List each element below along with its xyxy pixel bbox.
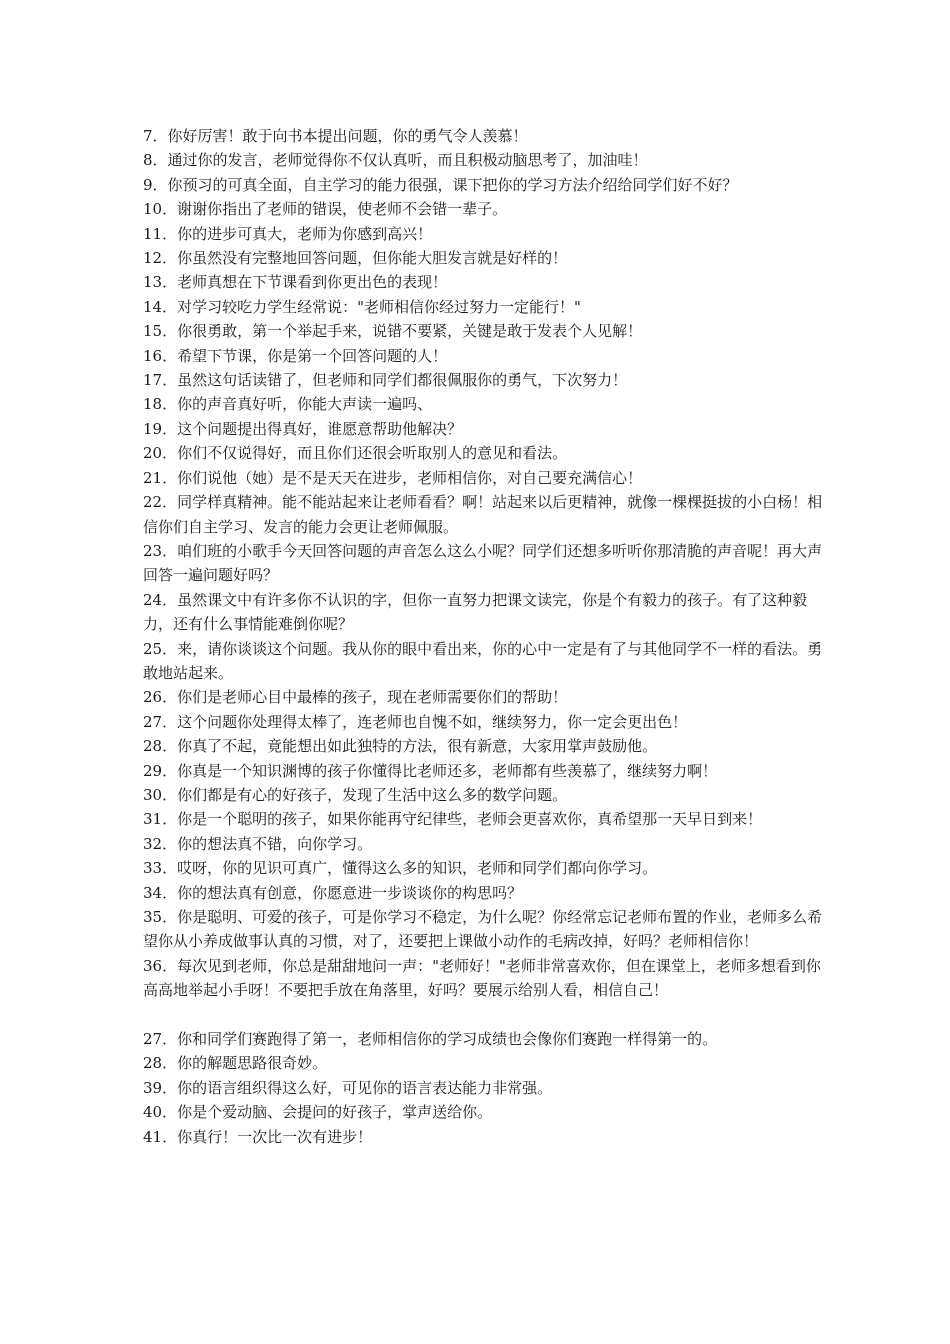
list-item: 27．你和同学们赛跑得了第一，老师相信你的学习成绩也会像你们赛跑一样得第一的。 — [143, 1030, 718, 1049]
list-item: 11．你的进步可真大，老师为你感到高兴！ — [143, 224, 433, 243]
list-item: 14．对学习较吃力学生经常说："老师相信你经过努力一定能行！" — [143, 297, 581, 316]
list-item: 31．你是一个聪明的孩子，如果你能再守纪律些，老师会更喜欢你，真希望那一天早日到来！ — [143, 810, 763, 829]
praise-list — [143, 124, 823, 1003]
list-item: 12．你虽然没有完整地回答问题，但你能大胆发言就是好样的！ — [143, 249, 568, 268]
list-item: 28．你的解题思路很奇妙。 — [143, 1054, 328, 1073]
list-item: 29．你真是一个知识渊博的孩子你懂得比老师还多，老师都有些羡慕了，继续努力啊！ — [143, 761, 718, 780]
list-item: 39．你的语言组织得这么好，可见你的语言表达能力非常强。 — [143, 1078, 553, 1097]
list-item: 40．你是个爱动脑、会提问的好孩子，掌声送给你。 — [143, 1103, 493, 1122]
list-item: 26．你们是老师心目中最棒的孩子，现在老师需要你们的帮助！ — [143, 688, 568, 707]
list-item: 8．通过你的发言，老师觉得你不仅认真听，而且积极动脑思考了，加油哇！ — [143, 151, 648, 170]
list-item: 10．谢谢你指出了老师的错误，使老师不会错一辈子。 — [143, 200, 508, 219]
list-item: 33．哎呀，你的见识可真广，懂得这么多的知识，老师和同学们都向你学习。 — [143, 859, 658, 878]
list-item: 20．你们不仅说得好，而且你们还很会听取别人的意见和看法。 — [143, 444, 568, 463]
list-item: 25．来，请你谈谈这个问题。我从你的眼中看出来，你的心中一定是有了与其他同学不一样的看法。勇敢地站起来。 — [143, 639, 823, 682]
list-item: 7．你好厉害！敢于向书本提出问题，你的勇气令人羡慕！ — [143, 127, 528, 145]
list-item: 24．虽然课文中有许多你不认识的字，但你一直努力把课文读完，你是个有毅力的孩子。有了这种毅力，还有什么事情能难倒你呢？ — [143, 590, 808, 634]
praise-list-continued — [143, 1027, 823, 1149]
list-item: 27．这个问题你处理得太棒了，连老师也自愧不如，继续努力，你一定会更出色！ — [143, 712, 688, 731]
list-item: 18．你的声音真好听，你能大声读一遍吗、 — [143, 395, 433, 414]
list-item: 22．同学样真精神。能不能站起来让老师看看？啊！站起来以后更精神，就像一棵棵挺拔的小白杨！相信你们自主学习、发言的能力会更让老师佩服。 — [143, 493, 823, 536]
list-item: 28．你真了不起，竟能想出如此独特的方法，很有新意，大家用掌声鼓励他。 — [143, 737, 658, 756]
list-item: 35．你是聪明、可爱的孩子，可是你学习不稳定，为什么呢？你经常忘记老师布置的作业，老师多么希望你从小养成做事认真的习惯，对了，还要把上课做小动作的毛病改掉，好吗？老师相信你！ — [143, 908, 823, 951]
list-item: 21．你们说他（她）是不是天天在进步，老师相信你，对自己要充满信心！ — [143, 468, 643, 487]
list-item: 17．虽然这句话读错了，但老师和同学们都很佩服你的勇气，下次努力！ — [143, 371, 628, 390]
list-item: 23．咱们班的小歌手今天回答问题的声音怎么这么小呢？同学们还想多听听你那清脆的声音呢！再大声回答一遍问题好吗？ — [143, 541, 823, 585]
list-item: 19．这个问题提出得真好，谁愿意帮助他解决？ — [143, 419, 463, 438]
list-item: 16．希望下节课，你是第一个回答问题的人！ — [143, 346, 448, 365]
list-item: 30．你们都是有心的好孩子，发现了生活中这么多的数学问题。 — [143, 785, 568, 804]
list-item: 9．你预习的可真全面，自主学习的能力很强，课下把你的学习方法介绍给同学们好不好？ — [143, 175, 738, 194]
list-item: 36．每次见到老师，你总是甜甜地问一声："老师好！"老师非常喜欢你，但在课堂上，老师多想看到你高高地举起小手呀！不要把手放在角落里，好吗？要展示给别人看，相信自己！ — [143, 956, 821, 1000]
list-item: 15．你很勇敢，第一个举起手来，说错不要紧，关键是敢于发表个人见解！ — [143, 322, 643, 341]
list-item: 13．老师真想在下节课看到你更出色的表现！ — [143, 273, 448, 292]
list-item: 34．你的想法真有创意，你愿意进一步谈谈你的构思吗？ — [143, 883, 523, 902]
list-item: 32．你的想法真不错，向你学习。 — [143, 834, 373, 853]
document-body — [143, 124, 823, 1149]
list-item: 41．你真行！一次比一次有进步！ — [143, 1127, 373, 1146]
section-gap — [143, 1003, 823, 1027]
